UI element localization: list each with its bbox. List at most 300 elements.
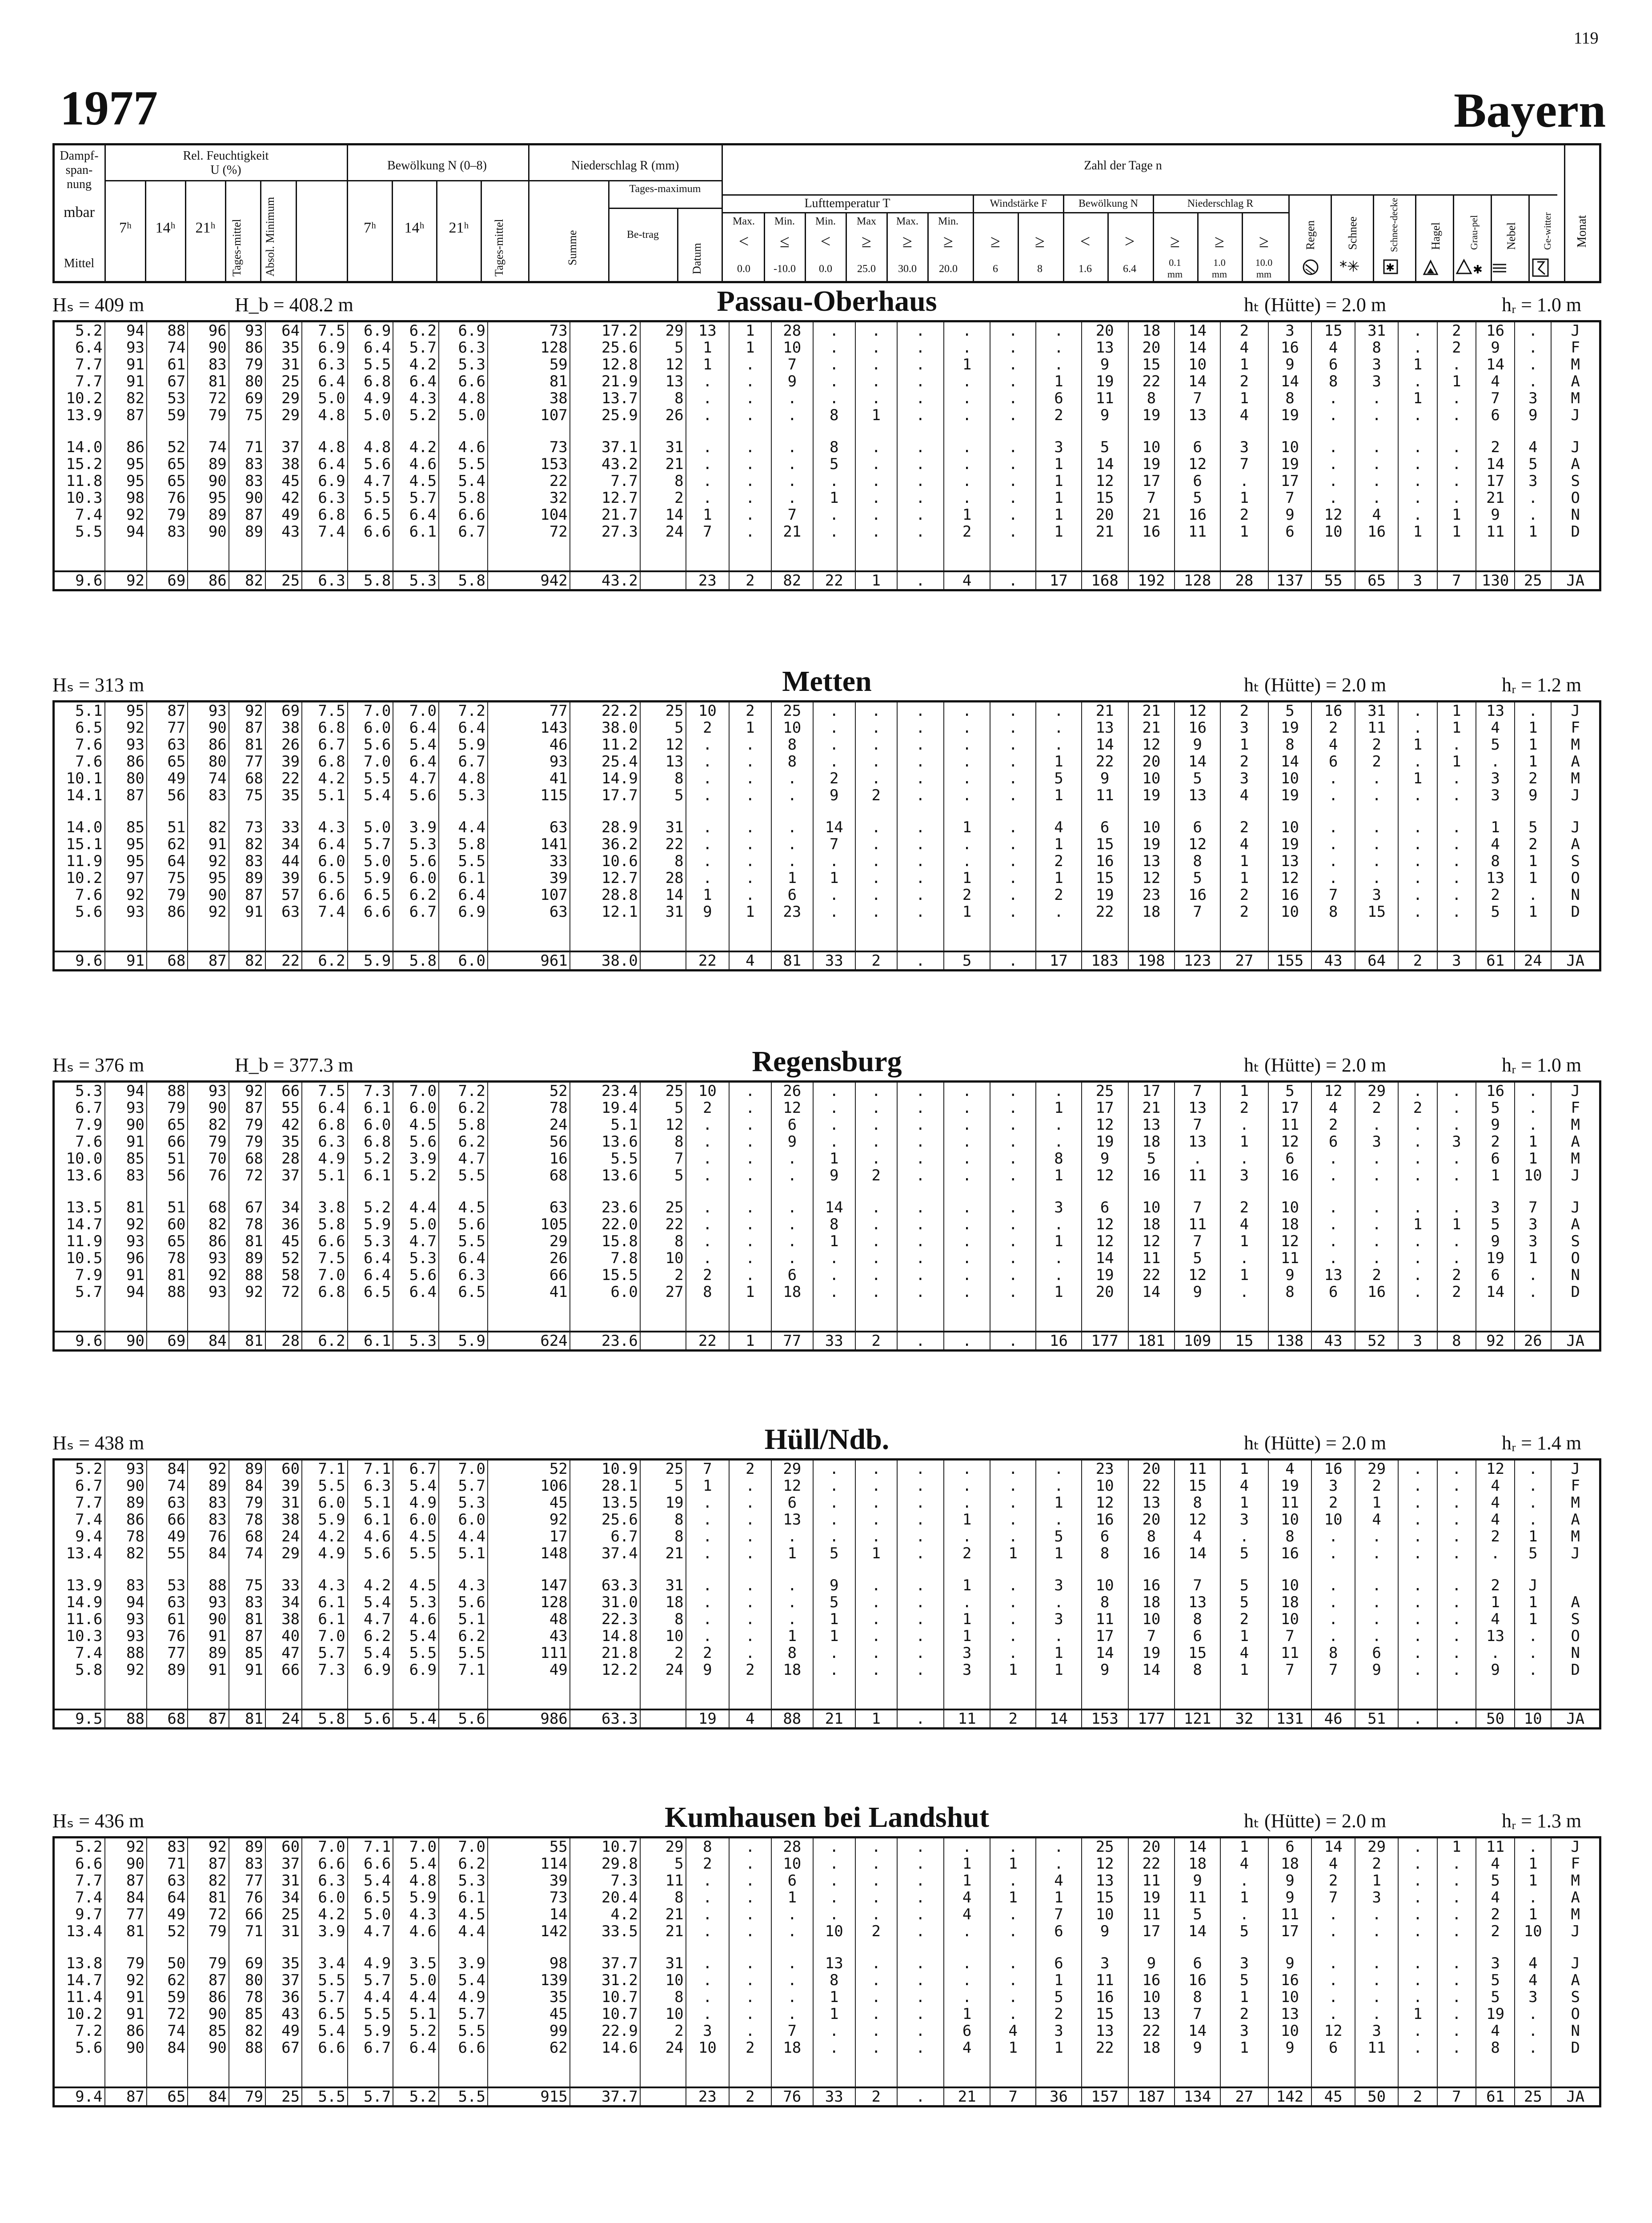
- data-cell: .: [771, 1167, 813, 1184]
- data-cell: 7: [771, 506, 813, 523]
- data-cell: 9: [1476, 1233, 1515, 1250]
- data-cell: 9.4: [54, 2087, 105, 2107]
- data-cell: .: [1437, 1923, 1476, 1940]
- data-cell: 33.5: [570, 1923, 640, 1940]
- data-cell: 1: [1515, 853, 1551, 870]
- station-table: [52, 700, 1601, 971]
- data-cell: 15: [1082, 870, 1128, 887]
- rel-feucht-label: Rel. Feuchtigkeit: [183, 149, 269, 163]
- data-cell: .: [1398, 1855, 1437, 1872]
- data-cell: .: [1398, 1889, 1437, 1906]
- data-cell: 81: [229, 1611, 265, 1628]
- data-cell: 5: [640, 1477, 686, 1494]
- data-cell: .: [897, 490, 944, 506]
- station-header: [52, 1801, 1601, 1836]
- data-cell: 17.2: [570, 321, 640, 340]
- data-cell: 2: [1220, 903, 1268, 920]
- data-cell: 2: [1437, 321, 1476, 340]
- data-cell: 6.9: [348, 321, 393, 340]
- data-cell: 5: [640, 339, 686, 356]
- data-cell: 5.5: [348, 770, 393, 787]
- data-cell: 19: [1082, 1267, 1128, 1284]
- data-cell: 5.3: [348, 1233, 393, 1250]
- data-cell: .: [1398, 870, 1437, 887]
- data-cell: .: [944, 490, 990, 506]
- data-cell: 88: [771, 1709, 813, 1729]
- data-cell: .: [1355, 1955, 1399, 1972]
- data-cell: .: [686, 1889, 730, 1906]
- data-cell: 9: [1082, 770, 1128, 787]
- data-cell: .: [897, 951, 944, 971]
- table-row: [54, 1099, 1600, 1116]
- data-cell: .: [990, 1116, 1036, 1133]
- data-cell: 8: [640, 1989, 686, 2006]
- dampf-label-1: Dampf-: [60, 149, 99, 163]
- data-cell: 2: [1355, 1477, 1399, 1494]
- month-cell: N: [1551, 2022, 1600, 2039]
- data-cell: .: [1515, 339, 1551, 356]
- data-cell: .: [897, 407, 944, 424]
- t-label-1: Min.: [774, 216, 795, 227]
- data-cell: 1: [1036, 2039, 1082, 2056]
- table-row: [54, 1250, 1600, 1267]
- data-cell: 38.0: [570, 951, 640, 971]
- data-cell: .: [1355, 1167, 1399, 1184]
- data-cell: 42: [265, 1116, 302, 1133]
- data-cell: 5: [1175, 1250, 1220, 1267]
- data-cell: .: [897, 1611, 944, 1628]
- data-cell: .: [855, 2039, 897, 2056]
- month-cell: J: [1551, 1082, 1600, 1100]
- data-cell: .: [897, 1906, 944, 1923]
- data-cell: 8: [640, 1528, 686, 1545]
- table-row: [54, 2022, 1600, 2039]
- table-row: [54, 819, 1600, 836]
- data-cell: 4: [1220, 787, 1268, 804]
- data-cell: 4: [1355, 1511, 1399, 1528]
- data-cell: 6: [1311, 1284, 1355, 1300]
- data-cell: .: [897, 1923, 944, 1940]
- data-cell: 49: [147, 1906, 188, 1923]
- data-cell: 1: [771, 1545, 813, 1562]
- month-cell: A: [1551, 1133, 1600, 1150]
- data-cell: 14.7: [54, 1216, 105, 1233]
- data-cell: 45: [265, 1233, 302, 1250]
- data-cell: 20: [1128, 339, 1175, 356]
- data-cell: .: [1355, 1233, 1399, 1250]
- data-cell: 11.2: [570, 736, 640, 753]
- data-cell: 74: [188, 439, 229, 456]
- data-cell: 10: [1311, 1511, 1355, 1528]
- data-cell: .: [1220, 1906, 1268, 1923]
- data-cell: 7: [990, 2087, 1036, 2107]
- data-cell: .: [686, 1972, 730, 1989]
- data-cell: 8: [813, 407, 855, 424]
- data-cell: 22: [686, 951, 730, 971]
- data-cell: 6.2: [439, 1133, 488, 1150]
- data-cell: .: [897, 1972, 944, 1989]
- data-cell: 5.6: [393, 787, 439, 804]
- data-cell: .: [771, 1989, 813, 2006]
- dampf-mittel: Mittel: [64, 257, 95, 270]
- data-cell: .: [686, 1906, 730, 1923]
- data-cell: 91: [105, 951, 147, 971]
- data-cell: 121: [1175, 1709, 1220, 1729]
- data-cell: 5.5: [439, 456, 488, 473]
- data-cell: 22: [265, 770, 302, 787]
- data-cell: 49: [265, 2022, 302, 2039]
- data-cell: 63: [147, 1872, 188, 1889]
- data-cell: 10: [1515, 1923, 1551, 1940]
- data-cell: 79: [188, 407, 229, 424]
- data-cell: .: [897, 1133, 944, 1150]
- data-cell: .: [1437, 1628, 1476, 1645]
- data-cell: 15: [1220, 1332, 1268, 1351]
- data-cell: 7.6: [54, 887, 105, 903]
- data-cell: 92: [188, 1267, 229, 1284]
- data-cell: .: [771, 1955, 813, 1972]
- data-cell: 5: [1220, 1594, 1268, 1611]
- data-cell: 82: [188, 1216, 229, 1233]
- data-cell: 93: [105, 1460, 147, 1478]
- data-cell: 22.0: [570, 1216, 640, 1233]
- data-cell: 93: [188, 702, 229, 720]
- data-cell: .: [1398, 1577, 1437, 1594]
- data-cell: .: [990, 339, 1036, 356]
- data-cell: .: [1311, 819, 1355, 836]
- data-cell: 3: [1355, 887, 1399, 903]
- data-cell: 1: [813, 490, 855, 506]
- data-cell: 5: [640, 787, 686, 804]
- data-cell: .: [729, 1133, 771, 1150]
- month-cell: A: [1551, 1972, 1600, 1989]
- data-cell: .: [944, 456, 990, 473]
- data-cell: .: [990, 870, 1036, 887]
- data-cell: 3: [944, 1661, 990, 1678]
- data-cell: 23: [771, 903, 813, 920]
- data-cell: 10.2: [54, 870, 105, 887]
- data-cell: 5.1: [348, 1494, 393, 1511]
- data-cell: 6.2: [393, 887, 439, 903]
- data-cell: 2: [1476, 1577, 1515, 1594]
- data-cell: .: [1355, 1150, 1399, 1167]
- data-cell: .: [813, 523, 855, 540]
- data-cell: 9: [1268, 506, 1312, 523]
- data-cell: 24: [640, 523, 686, 540]
- month-cell: O: [1551, 1628, 1600, 1645]
- data-cell: 11: [1476, 1838, 1515, 1856]
- data-cell: 25: [265, 571, 302, 590]
- data-cell: 9: [813, 1167, 855, 1184]
- data-cell: 19: [1128, 456, 1175, 473]
- data-cell: .: [1437, 1661, 1476, 1678]
- data-cell: 87: [229, 719, 265, 736]
- data-cell: 76: [188, 1528, 229, 1545]
- dampf-label-3: nung: [67, 177, 92, 191]
- data-cell: .: [813, 1661, 855, 1678]
- data-cell: 9: [1268, 1267, 1312, 1284]
- data-cell: .: [897, 1855, 944, 1872]
- data-cell: .: [686, 1133, 730, 1150]
- data-cell: 15: [1082, 1889, 1128, 1906]
- month-cell: JA: [1551, 951, 1600, 971]
- data-cell: .: [1398, 1477, 1437, 1494]
- data-cell: 4: [1311, 736, 1355, 753]
- data-cell: 62: [488, 2039, 570, 2056]
- data-cell: 84: [188, 1332, 229, 1351]
- data-cell: 4.5: [393, 1577, 439, 1594]
- data-cell: 10.7: [570, 1838, 640, 1856]
- data-cell: .: [855, 339, 897, 356]
- data-cell: .: [729, 836, 771, 853]
- data-cell: 18: [1128, 1133, 1175, 1150]
- month-cell: J: [1551, 1545, 1600, 1562]
- data-cell: 3.9: [302, 1923, 348, 1940]
- data-cell: .: [855, 1611, 897, 1628]
- data-cell: 16: [1128, 523, 1175, 540]
- data-cell: .: [1355, 407, 1399, 424]
- table-row: [54, 1216, 1600, 1233]
- data-cell: 94: [105, 1082, 147, 1100]
- data-cell: 1: [813, 1628, 855, 1645]
- data-cell: .: [990, 1250, 1036, 1267]
- data-cell: 4: [1476, 1855, 1515, 1872]
- data-cell: 22.9: [570, 2022, 640, 2039]
- data-cell: .: [855, 1477, 897, 1494]
- data-cell: .: [855, 1661, 897, 1678]
- data-cell: .: [1437, 1855, 1476, 1872]
- data-cell: 66: [265, 1661, 302, 1678]
- data-cell: 95: [188, 490, 229, 506]
- data-cell: 59: [147, 407, 188, 424]
- data-cell: .: [1398, 836, 1437, 853]
- data-cell: 3.9: [393, 819, 439, 836]
- data-cell: 6.7: [393, 1460, 439, 1478]
- data-cell: 1: [990, 1855, 1036, 1872]
- data-cell: 13: [1082, 1872, 1128, 1889]
- data-cell: 14: [813, 1199, 855, 1216]
- data-cell: 138: [1268, 1332, 1312, 1351]
- month-cell: S: [1551, 1233, 1600, 1250]
- data-cell: 4.9: [348, 390, 393, 407]
- data-cell: 34: [265, 1199, 302, 1216]
- rf-21h: 21ʰ: [195, 221, 216, 235]
- data-cell: 6: [1175, 439, 1220, 456]
- data-cell: 13.4: [54, 1545, 105, 1562]
- month-cell: J: [1551, 787, 1600, 804]
- data-cell: 6.1: [348, 1099, 393, 1116]
- data-cell: .: [1311, 836, 1355, 853]
- data-cell: .: [897, 836, 944, 853]
- data-cell: 5.5: [348, 356, 393, 373]
- data-cell: .: [686, 736, 730, 753]
- data-cell: 72: [488, 523, 570, 540]
- data-cell: 6.8: [302, 753, 348, 770]
- data-cell: 4.6: [393, 1611, 439, 1628]
- data-cell: .: [1437, 887, 1476, 903]
- data-cell: 4.6: [393, 456, 439, 473]
- data-cell: 91: [188, 1661, 229, 1678]
- data-cell: 1: [990, 2039, 1036, 2056]
- data-cell: 8: [1311, 1645, 1355, 1661]
- data-cell: 2: [686, 1645, 730, 1661]
- data-cell: 5: [1515, 456, 1551, 473]
- data-cell: 5: [1476, 903, 1515, 920]
- data-cell: .: [944, 1477, 990, 1494]
- data-cell: 8: [1311, 903, 1355, 920]
- data-cell: .: [1036, 1250, 1082, 1267]
- data-cell: 1: [1398, 390, 1437, 407]
- data-cell: 13: [1175, 1133, 1220, 1150]
- data-cell: 3: [1220, 770, 1268, 787]
- data-cell: 2: [1476, 1133, 1515, 1150]
- data-cell: .: [1437, 1250, 1476, 1267]
- data-cell: .: [897, 1332, 944, 1351]
- data-cell: 77: [488, 702, 570, 720]
- data-cell: 5.2: [393, 1167, 439, 1184]
- data-cell: .: [813, 1116, 855, 1133]
- data-cell: 77: [147, 1645, 188, 1661]
- data-cell: 6: [771, 1116, 813, 1133]
- data-cell: .: [855, 2022, 897, 2039]
- data-cell: 92: [105, 506, 147, 523]
- data-cell: 6.4: [302, 836, 348, 853]
- data-cell: 5.5: [439, 1167, 488, 1184]
- data-cell: 624: [488, 1332, 570, 1351]
- table-row: [54, 407, 1600, 424]
- svg-text:✱: ✱: [1473, 263, 1483, 277]
- data-cell: 6.1: [439, 870, 488, 887]
- station-hs: Hₛ = 409 m: [52, 294, 144, 316]
- data-cell: .: [855, 819, 897, 836]
- data-cell: .: [771, 1250, 813, 1267]
- data-cell: 5: [1220, 1923, 1268, 1940]
- data-cell: .: [897, 819, 944, 836]
- data-cell: .: [771, 439, 813, 456]
- data-cell: 6.0: [393, 1099, 439, 1116]
- data-cell: 7: [1128, 490, 1175, 506]
- data-cell: 1: [1036, 506, 1082, 523]
- data-cell: 81: [229, 1233, 265, 1250]
- data-cell: 5.6: [393, 1267, 439, 1284]
- data-cell: 94: [105, 1284, 147, 1300]
- data-cell: 74: [147, 1477, 188, 1494]
- data-cell: 66: [147, 1133, 188, 1150]
- data-cell: .: [1220, 1116, 1268, 1133]
- data-cell: 90: [105, 1855, 147, 1872]
- data-cell: 6.5: [348, 506, 393, 523]
- data-cell: 21: [640, 456, 686, 473]
- data-cell: 34: [265, 836, 302, 853]
- station-header: [52, 1045, 1601, 1080]
- data-cell: 13: [1476, 702, 1515, 720]
- data-cell: 9: [1476, 339, 1515, 356]
- table-row: [54, 356, 1600, 373]
- data-cell: 6.4: [393, 753, 439, 770]
- data-cell: 9: [1082, 407, 1128, 424]
- data-cell: .: [1355, 787, 1399, 804]
- data-cell: 15: [1311, 321, 1355, 340]
- data-cell: 7.5: [302, 1082, 348, 1100]
- data-cell: 1: [1398, 736, 1437, 753]
- data-cell: 51: [147, 1199, 188, 1216]
- data-cell: 1: [1398, 523, 1437, 540]
- data-cell: 2: [1437, 339, 1476, 356]
- data-cell: 7.5: [302, 702, 348, 720]
- data-cell: 29: [1355, 1460, 1399, 1478]
- data-cell: .: [1220, 1284, 1268, 1300]
- data-cell: 33: [813, 2087, 855, 2107]
- data-cell: .: [1437, 2022, 1476, 2039]
- data-cell: 22: [640, 1216, 686, 1233]
- data-cell: 6.5: [348, 887, 393, 903]
- data-cell: 9.4: [54, 1528, 105, 1545]
- data-cell: .: [1515, 1628, 1551, 1645]
- data-cell: .: [1311, 390, 1355, 407]
- station-table: [52, 320, 1601, 591]
- data-cell: 65: [147, 753, 188, 770]
- data-cell: 1: [686, 356, 730, 373]
- data-cell: 13: [640, 373, 686, 390]
- data-cell: 10.7: [570, 2006, 640, 2022]
- data-cell: .: [686, 373, 730, 390]
- station-name: Metten: [782, 665, 872, 698]
- data-cell: 37: [265, 1972, 302, 1989]
- data-cell: 24: [488, 1116, 570, 1133]
- data-cell: 5.8: [348, 571, 393, 590]
- data-cell: 5.1: [393, 2006, 439, 2022]
- data-cell: 93: [105, 736, 147, 753]
- table-row: [54, 1082, 1600, 1100]
- station-hb: H_b = 408.2 m: [235, 294, 353, 316]
- data-cell: 2: [855, 951, 897, 971]
- data-cell: .: [1036, 1216, 1082, 1233]
- data-cell: .: [813, 903, 855, 920]
- data-cell: 81: [188, 373, 229, 390]
- table-row: [54, 1460, 1600, 1478]
- data-cell: 38: [488, 390, 570, 407]
- data-cell: 20: [1082, 506, 1128, 523]
- data-cell: .: [855, 1989, 897, 2006]
- data-cell: 18: [1128, 321, 1175, 340]
- data-cell: .: [1398, 1511, 1437, 1528]
- data-cell: 39: [265, 870, 302, 887]
- data-cell: 17: [1268, 1923, 1312, 1940]
- data-cell: 3: [944, 1645, 990, 1661]
- data-cell: 83: [105, 1577, 147, 1594]
- data-cell: 4: [1476, 2022, 1515, 2039]
- data-cell: 23: [686, 571, 730, 590]
- data-cell: .: [1515, 1099, 1551, 1116]
- data-cell: [640, 951, 686, 971]
- data-cell: .: [1398, 1972, 1437, 1989]
- data-cell: 6.6: [439, 506, 488, 523]
- data-cell: .: [855, 523, 897, 540]
- data-cell: 6: [1268, 1838, 1312, 1856]
- data-cell: 16: [1082, 1511, 1128, 1528]
- data-cell: .: [729, 1645, 771, 1661]
- data-cell: 2: [1220, 373, 1268, 390]
- data-cell: .: [1398, 506, 1437, 523]
- data-cell: 69: [147, 1332, 188, 1351]
- data-cell: 12: [1128, 1233, 1175, 1250]
- data-cell: .: [897, 1216, 944, 1233]
- data-cell: 90: [188, 1611, 229, 1628]
- data-cell: 18: [1175, 1855, 1220, 1872]
- data-cell: 3: [1398, 571, 1437, 590]
- data-cell: 64: [147, 1889, 188, 1906]
- data-cell: 134: [1175, 2087, 1220, 2107]
